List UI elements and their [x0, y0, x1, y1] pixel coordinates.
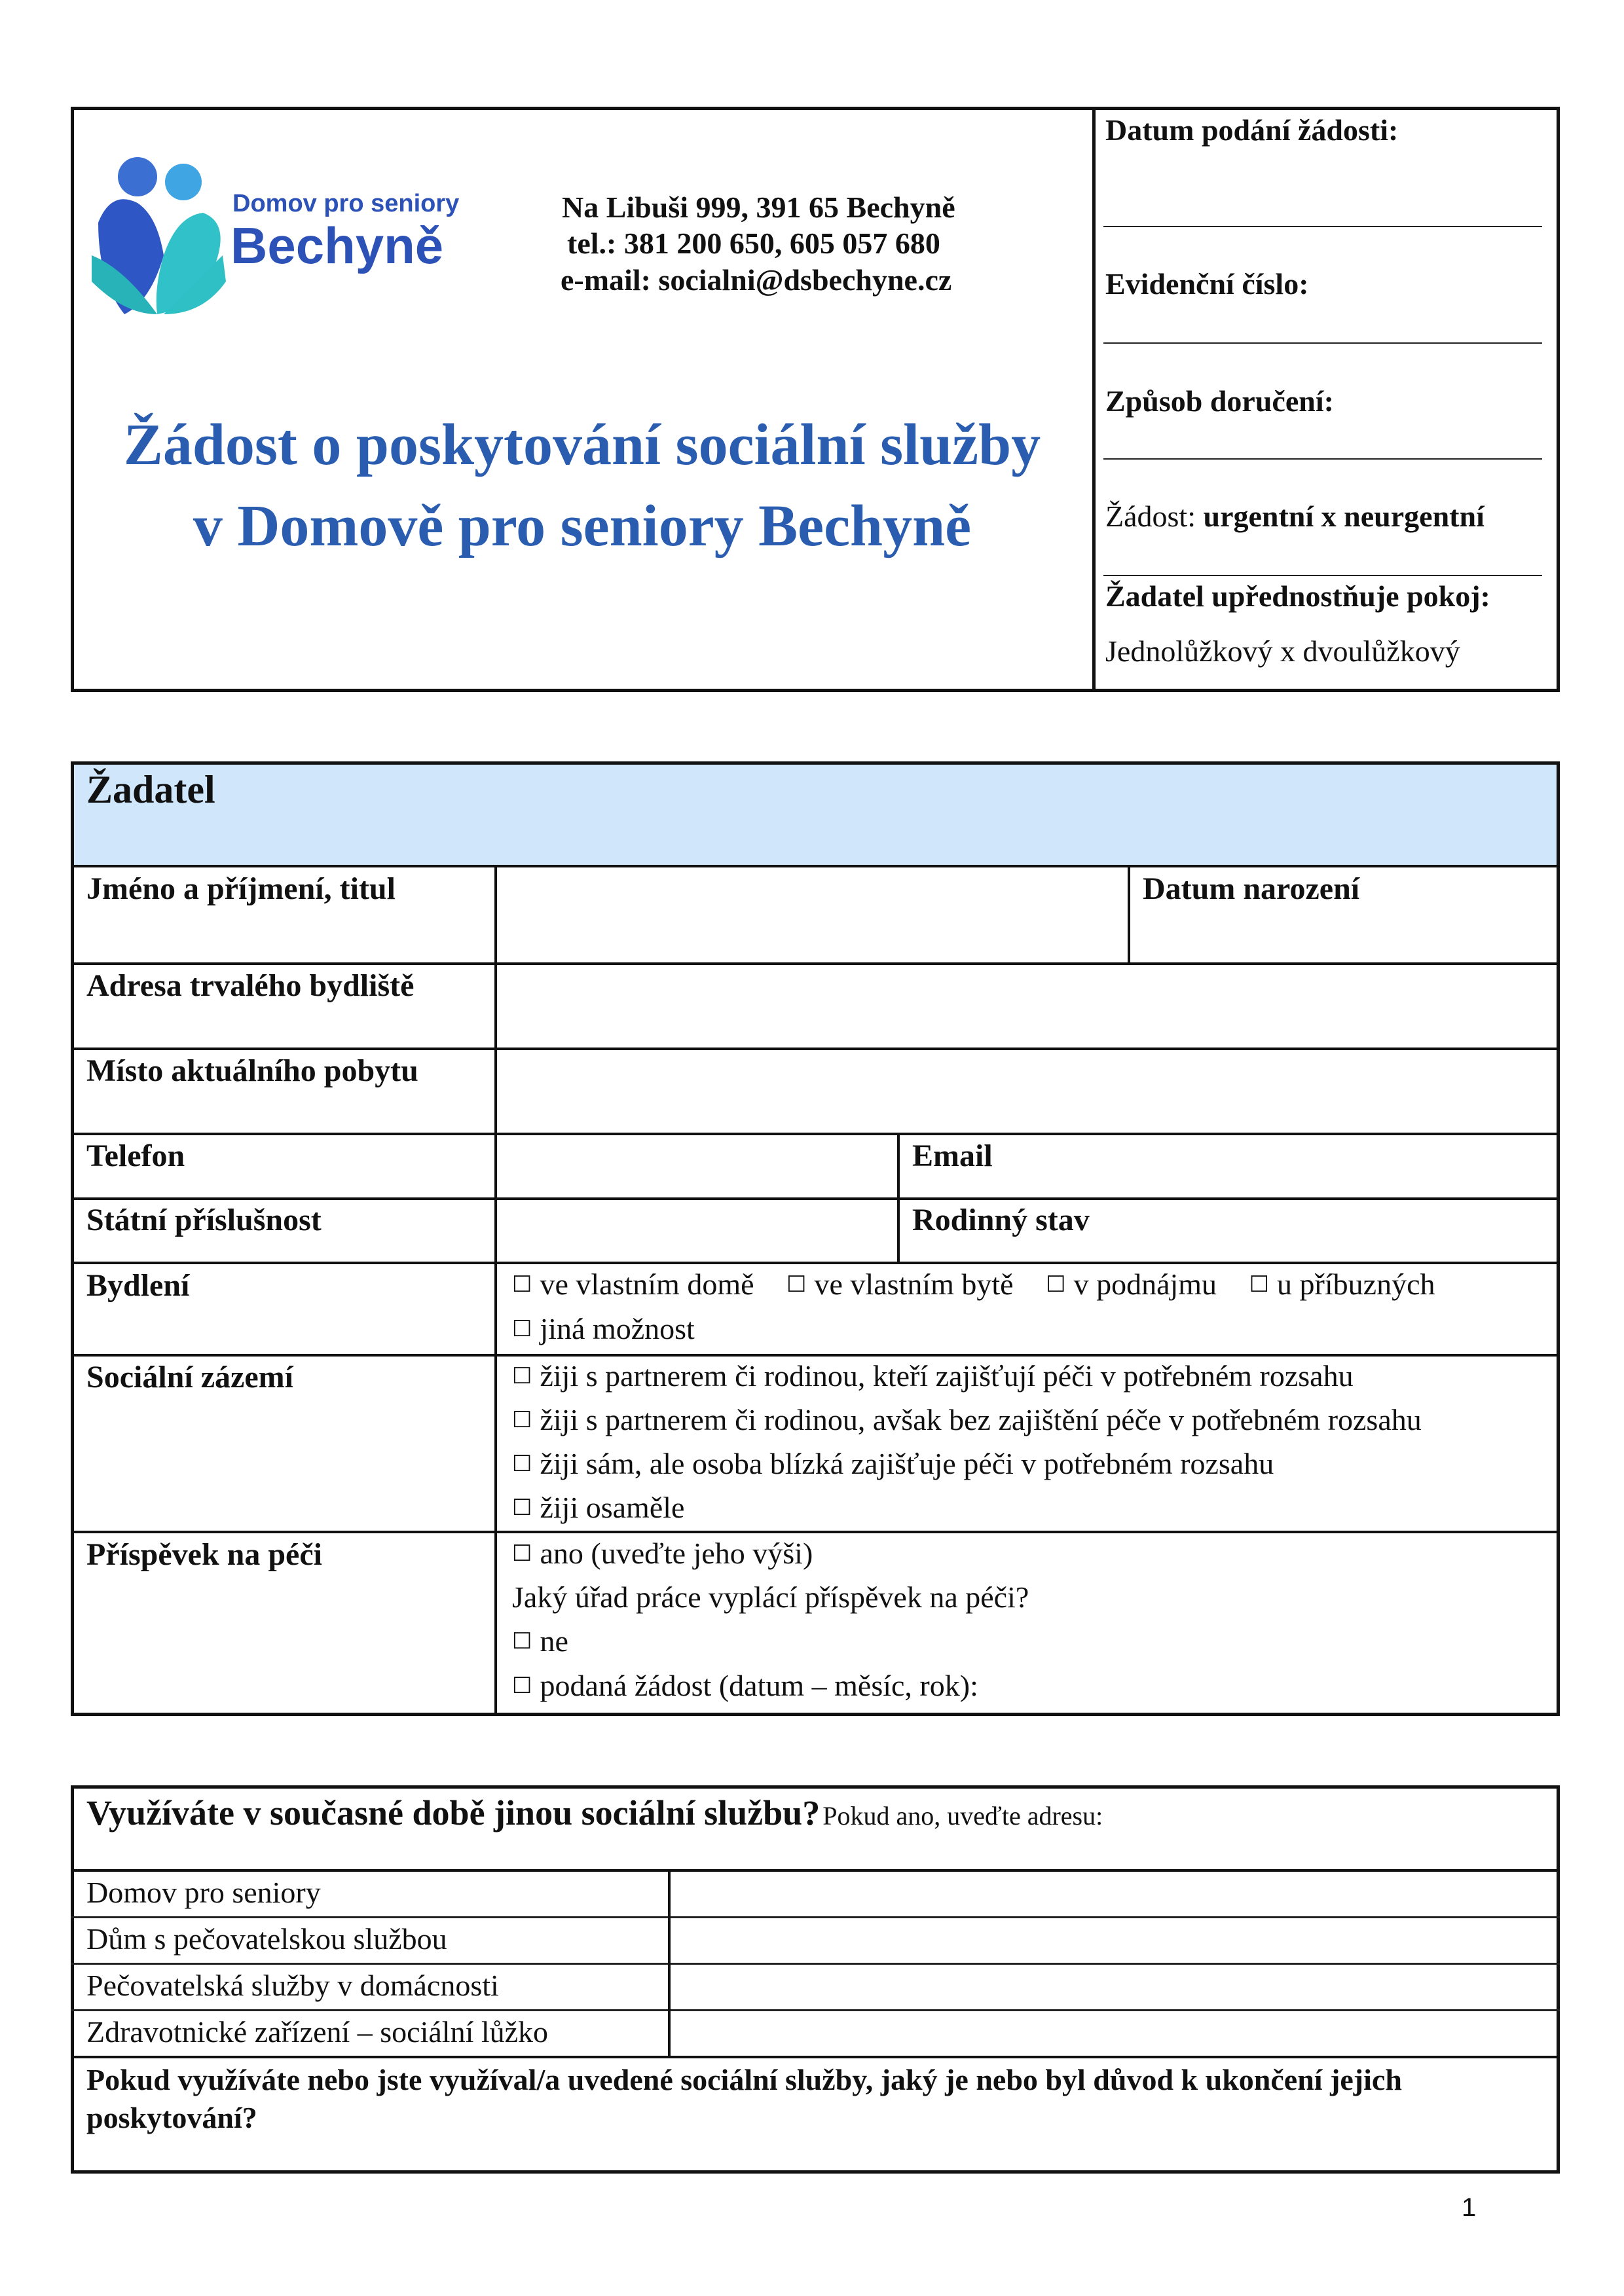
- checkbox-icon: ☐: [512, 1451, 532, 1477]
- zadost-value: urgentní x neurgentní: [1203, 500, 1485, 533]
- row-line: [71, 1916, 1560, 1918]
- row-line: [71, 1531, 1560, 1533]
- row-line: [71, 1963, 1560, 1965]
- row-line: [71, 2009, 1560, 2011]
- col-line: [897, 1133, 900, 1262]
- jmeno-label: Jméno a příjmení, titul: [86, 871, 396, 906]
- prispevek-label: Příspěvek na péči: [86, 1537, 322, 1572]
- jmeno-field[interactable]: [498, 868, 1126, 961]
- col-line: [494, 865, 497, 1716]
- socialni-opt4[interactable]: ☐ žiji osaměle: [512, 1491, 685, 1524]
- prispevek-opt3[interactable]: ☐ podaná žádost (datum – měsíc, rok):: [512, 1669, 978, 1702]
- evidencni-cislo-label: Evidenční číslo:: [1105, 267, 1309, 301]
- telefon-label: Telefon: [86, 1139, 185, 1173]
- logo-text-line2: Bechyně: [231, 217, 444, 274]
- zpusob-doruceni-line: [1103, 458, 1542, 460]
- socialni-opt3[interactable]: ☐ žiji sám, ale osoba blízká zajišťuje péči v potřebném rozsahu: [512, 1447, 1274, 1480]
- services-note: Pokud ano, uveďte adresu:: [822, 1801, 1103, 1831]
- row-line: [71, 1262, 1560, 1264]
- page-number: 1: [1462, 2193, 1477, 2222]
- row-line: [71, 1354, 1560, 1357]
- service-row-dum: Dům s pečovatelskou službou: [86, 1922, 447, 1956]
- contact-phone: tel.: 381 200 650, 605 057 680: [567, 227, 940, 260]
- zadost-urgency: [1105, 499, 1485, 534]
- header-divider: [1092, 107, 1096, 692]
- telefon-field[interactable]: [498, 1136, 896, 1196]
- rodinny-label: Rodinný stav: [912, 1203, 1090, 1237]
- prispevek-question: Jaký úřad práce vyplácí příspěvek na péči?: [512, 1580, 1029, 1614]
- checkbox-icon: ☐: [786, 1271, 807, 1298]
- checkbox-icon: ☐: [512, 1316, 532, 1342]
- bydleni-opt3[interactable]: ☐ v podnájmu: [1046, 1267, 1217, 1301]
- prispevek-opt1[interactable]: ☐ ano (uveďte jeho výši): [512, 1537, 813, 1570]
- datum-podani-line: [1103, 226, 1542, 227]
- service-field-dum[interactable]: [672, 1919, 1556, 1962]
- services-heading: [86, 1793, 1103, 1833]
- service-row-pecovatelska: Pečovatelská služby v domácnosti: [86, 1969, 499, 2002]
- bydleni-opt4[interactable]: ☐ u příbuzných: [1249, 1267, 1435, 1301]
- statni-label: Státní příslušnost: [86, 1203, 322, 1237]
- row-line: [71, 1197, 1560, 1200]
- col-line: [1128, 865, 1130, 962]
- contact-address: Na Libuši 999, 391 65 Bechyně: [562, 191, 955, 224]
- row-line: [71, 1048, 1560, 1050]
- form-title-line1: Žádost o poskytování sociální služby: [123, 412, 1041, 477]
- row-line: [71, 1869, 1560, 1872]
- evidencni-cislo-line: [1103, 342, 1542, 344]
- zadost-prefix: Žádost:: [1105, 500, 1196, 533]
- checkbox-icon: ☐: [512, 1673, 532, 1699]
- row-line: [71, 865, 1560, 867]
- services-question: Využíváte v současné době jinou sociální službu?: [86, 1793, 821, 1832]
- adresa-field[interactable]: [498, 966, 1555, 1046]
- prispevek-opt2[interactable]: ☐ ne: [512, 1624, 568, 1658]
- misto-field[interactable]: [498, 1051, 1555, 1131]
- col-line: [668, 1869, 671, 2056]
- socialni-opt2[interactable]: ☐ žiji s partnerem či rodinou, avšak bez zajištění péče v potřebném rozsahu: [512, 1403, 1422, 1436]
- checkbox-icon: ☐: [512, 1407, 532, 1433]
- service-row-domov: Domov pro seniory: [86, 1876, 321, 1909]
- row-line: [71, 962, 1560, 965]
- statni-field[interactable]: [498, 1201, 896, 1260]
- checkbox-icon: ☐: [512, 1540, 532, 1567]
- pokoj-label: Žadatel upřednostňuje pokoj:: [1105, 579, 1490, 613]
- service-row-zdravotnicke: Zdravotnické zařízení – sociální lůžko: [86, 2015, 549, 2049]
- zadost-line: [1103, 575, 1542, 576]
- checkbox-icon: ☐: [512, 1495, 532, 1521]
- bydleni-options-row1: [512, 1267, 1435, 1302]
- zpusob-doruceni-label: Způsob doručení:: [1105, 384, 1334, 418]
- applicant-heading: Žadatel: [86, 768, 215, 811]
- ukonceni-question: Pokud využíváte nebo jste využíval/a uvedené sociální služby, jaký je nebo byl důvod k ukončení jejich poskytování?: [86, 2063, 1402, 2134]
- socialni-opt1[interactable]: ☐ žiji s partnerem či rodinou, kteří zajišťují péči v potřebném rozsahu: [512, 1359, 1354, 1393]
- service-field-domov[interactable]: [672, 1872, 1556, 1916]
- service-field-zdravotnicke[interactable]: [672, 2012, 1556, 2055]
- bydleni-label: Bydlení: [86, 1268, 190, 1303]
- checkbox-icon: ☐: [1249, 1271, 1270, 1298]
- email-label: Email: [912, 1139, 993, 1173]
- datum-narozeni-label: Datum narození: [1143, 871, 1360, 906]
- misto-label: Místo aktuálního pobytu: [86, 1053, 418, 1088]
- row-line: [71, 2056, 1560, 2058]
- checkbox-icon: ☐: [512, 1271, 532, 1298]
- pokoj-value: Jednolůžkový x dvoulůžkový: [1105, 634, 1460, 668]
- row-line: [71, 1133, 1560, 1135]
- bydleni-opt1[interactable]: ☐ ve vlastním domě: [512, 1267, 754, 1301]
- bydleni-opt5[interactable]: ☐ jiná možnost: [512, 1312, 695, 1345]
- service-field-pecovatelska[interactable]: [672, 1965, 1556, 2009]
- checkbox-icon: ☐: [512, 1363, 532, 1389]
- logo-text-line1: Domov pro seniory: [232, 190, 460, 217]
- form-title-line2: v Domově pro seniory Bechyně: [193, 494, 972, 558]
- bydleni-opt2[interactable]: ☐ ve vlastním bytě: [786, 1267, 1014, 1301]
- checkbox-icon: ☐: [512, 1628, 532, 1654]
- datum-podani-label: Datum podání žádosti:: [1105, 113, 1399, 147]
- adresa-label: Adresa trvalého bydliště: [86, 968, 415, 1003]
- socialni-label: Sociální zázemí: [86, 1360, 293, 1394]
- checkbox-icon: ☐: [1046, 1271, 1066, 1298]
- contact-email: e-mail: socialni@dsbechyne.cz: [561, 263, 952, 297]
